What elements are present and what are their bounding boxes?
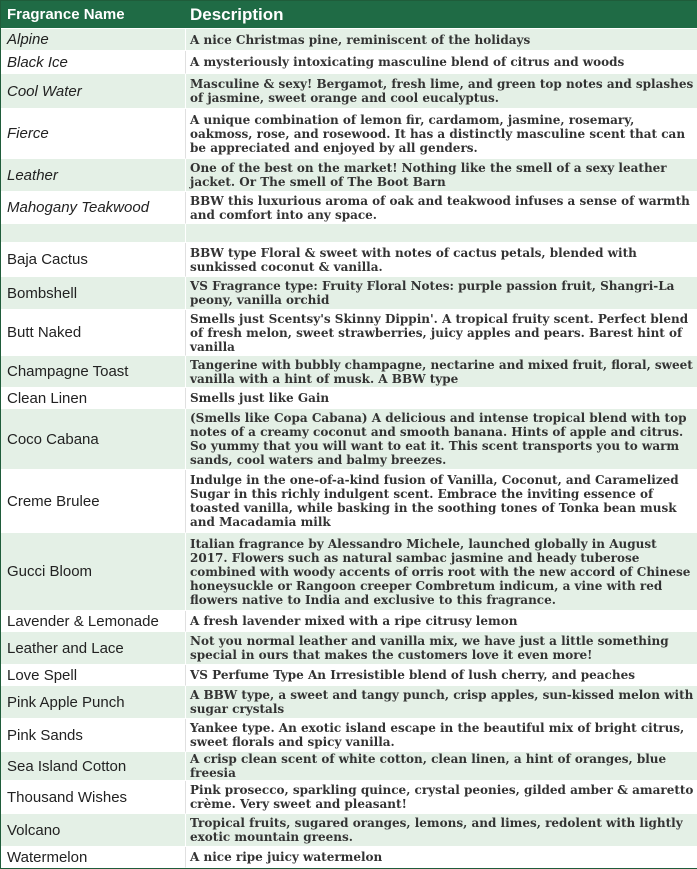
fragrance-description: A nice ripe juicy watermelon xyxy=(186,847,697,868)
fragrance-description: Masculine & sexy! Bergamot, fresh lime, and green top notes and splashes of jasmine, sweet orange and cool eucalyptus. xyxy=(186,74,697,109)
fragrance-description: Not you normal leather and vanilla mix, we have just a little something special in ours that makes the customers love it even more! xyxy=(186,632,697,665)
table-row xyxy=(1,356,697,388)
fragrance-description: Indulge in the one-of-a-kind fusion of Vanilla, Coconut, and Caramelized Sugar in this richly indulgent scent. Embrace the inviting essence of toasted vanilla, while basking in the soothing tones of Tonka bean musk and Macadamia milk xyxy=(186,470,697,533)
table-row xyxy=(1,51,697,74)
fragrance-name: Clean Linen xyxy=(1,388,186,409)
fragrance-name: Love Spell xyxy=(1,665,186,686)
table-row xyxy=(1,719,697,752)
fragrance-name: Gucci Bloom xyxy=(1,533,186,611)
table-row xyxy=(1,29,697,51)
fragrance-name: Creme Brulee xyxy=(1,470,186,533)
fragrance-name: Coco Cabana xyxy=(1,409,186,470)
column-header-fragrance-name: Fragrance Name xyxy=(1,1,186,29)
fragrance-name: Alpine xyxy=(1,29,186,51)
table-row xyxy=(1,409,697,470)
fragrance-description: VS Perfume Type An Irresistible blend of lush cherry, and peaches xyxy=(186,665,697,686)
fragrance-name: Leather and Lace xyxy=(1,632,186,665)
fragrance-name: Leather xyxy=(1,159,186,192)
table-row-empty xyxy=(1,224,697,243)
fragrance-description: One of the best on the market! Nothing like the smell of a sexy leather jacket. Or The smell of The Boot Barn xyxy=(186,159,697,192)
fragrance-description: A BBW type, a sweet and tangy punch, crisp apples, sun-kissed melon with sugar crystals xyxy=(186,686,697,719)
table-row xyxy=(1,632,697,665)
table-row xyxy=(1,243,697,277)
table-header-row xyxy=(1,1,697,29)
fragrance-description: BBW type Floral & sweet with notes of cactus petals, blended with sunkissed coconut & vanilla. xyxy=(186,243,697,277)
fragrance-description: Pink prosecco, sparkling quince, crystal peonies, gilded amber & amaretto crème. Very sweet and pleasant! xyxy=(186,781,697,814)
fragrance-name: Cool Water xyxy=(1,74,186,109)
fragrance-name: Fierce xyxy=(1,109,186,159)
fragrance-description: Smells just Scentsy's Skinny Dippin'. A tropical fruity scent. Perfect blend of fresh melon, sweet strawberries, juicy apples and pears. Barest hint of vanilla xyxy=(186,310,697,356)
table-row xyxy=(1,159,697,192)
fragrance-name: Watermelon xyxy=(1,847,186,868)
fragrance-name: Mahogany Teakwood xyxy=(1,192,186,224)
fragrance-description: Tangerine with bubbly champagne, nectarine and mixed fruit, floral, sweet vanilla with a hint of musk. A BBW type xyxy=(186,356,697,388)
fragrance-description: Yankee type. An exotic island escape in the beautiful mix of bright citrus, sweet florals and spicy vanilla. xyxy=(186,719,697,752)
fragrance-description: A mysteriously intoxicating masculine blend of citrus and woods xyxy=(186,51,697,74)
table-row xyxy=(1,310,697,356)
fragrance-description: A unique combination of lemon fir, cardamom, jasmine, rosemary, oakmoss, rose, and rosewood. It has a distinctly masculine scent that can be appreciated and enjoyed by all genders. xyxy=(186,109,697,159)
fragrance-description: (Smells like Copa Cabana) A delicious and intense tropical blend with top notes of a creamy coconut and smooth banana. Hints of apple and citrus. So yummy that you will want to eat it. This scent transports you to warm sands, cool waters and balmy breezes. xyxy=(186,409,697,470)
table-row xyxy=(1,388,697,409)
table-row xyxy=(1,74,697,109)
table-row xyxy=(1,686,697,719)
fragrance-name: Sea Island Cotton xyxy=(1,752,186,781)
fragrance-description: A crisp clean scent of white cotton, clean linen, a hint of oranges, blue freesia xyxy=(186,752,697,781)
fragrance-description: VS Fragrance type: Fruity Floral Notes: purple passion fruit, Shangri-La peony, vanilla orchid xyxy=(186,277,697,310)
fragrance-description: A nice Christmas pine, reminiscent of the holidays xyxy=(186,29,697,51)
fragrance-description: Tropical fruits, sugared oranges, lemons, and limes, redolent with lightly exotic mountain greens. xyxy=(186,814,697,847)
fragrance-name: Thousand Wishes xyxy=(1,781,186,814)
fragrance-description: A fresh lavender mixed with a ripe citrusy lemon xyxy=(186,611,697,632)
fragrance-name: Volcano xyxy=(1,814,186,847)
table-row xyxy=(1,470,697,533)
table-row xyxy=(1,752,697,781)
table-row xyxy=(1,665,697,686)
fragrance-description xyxy=(186,224,697,243)
fragrance-name: Pink Apple Punch xyxy=(1,686,186,719)
fragrance-name: Pink Sands xyxy=(1,719,186,752)
fragrance-description: Italian fragrance by Alessandro Michele, launched globally in August 2017. Flowers such as natural sambac jasmine and heady tuberose combined with woody accents of orris root with the new accord of Chinese honeysuckle or Rangoon creeper Combretum indicum, a vine with red flowers native to India and exclusive to this fragrance. xyxy=(186,533,697,611)
fragrance-name: Butt Naked xyxy=(1,310,186,356)
fragrance-name: Black Ice xyxy=(1,51,186,74)
fragrance-name: Champagne Toast xyxy=(1,356,186,388)
table-row xyxy=(1,109,697,159)
fragrance-description: Smells just like Gain xyxy=(186,388,697,409)
fragrance-name: Baja Cactus xyxy=(1,243,186,277)
column-header-description: Description xyxy=(186,1,697,29)
table-row xyxy=(1,611,697,632)
table-row xyxy=(1,277,697,310)
table-row xyxy=(1,533,697,611)
fragrance-description: BBW this luxurious aroma of oak and teakwood infuses a sense of warmth and comfort into any space. xyxy=(186,192,697,224)
table-row xyxy=(1,781,697,814)
table-row xyxy=(1,847,697,868)
table-row xyxy=(1,814,697,847)
fragrance-name: Bombshell xyxy=(1,277,186,310)
fragrance-name xyxy=(1,224,186,243)
table-row xyxy=(1,192,697,224)
fragrance-name: Lavender & Lemonade xyxy=(1,611,186,632)
